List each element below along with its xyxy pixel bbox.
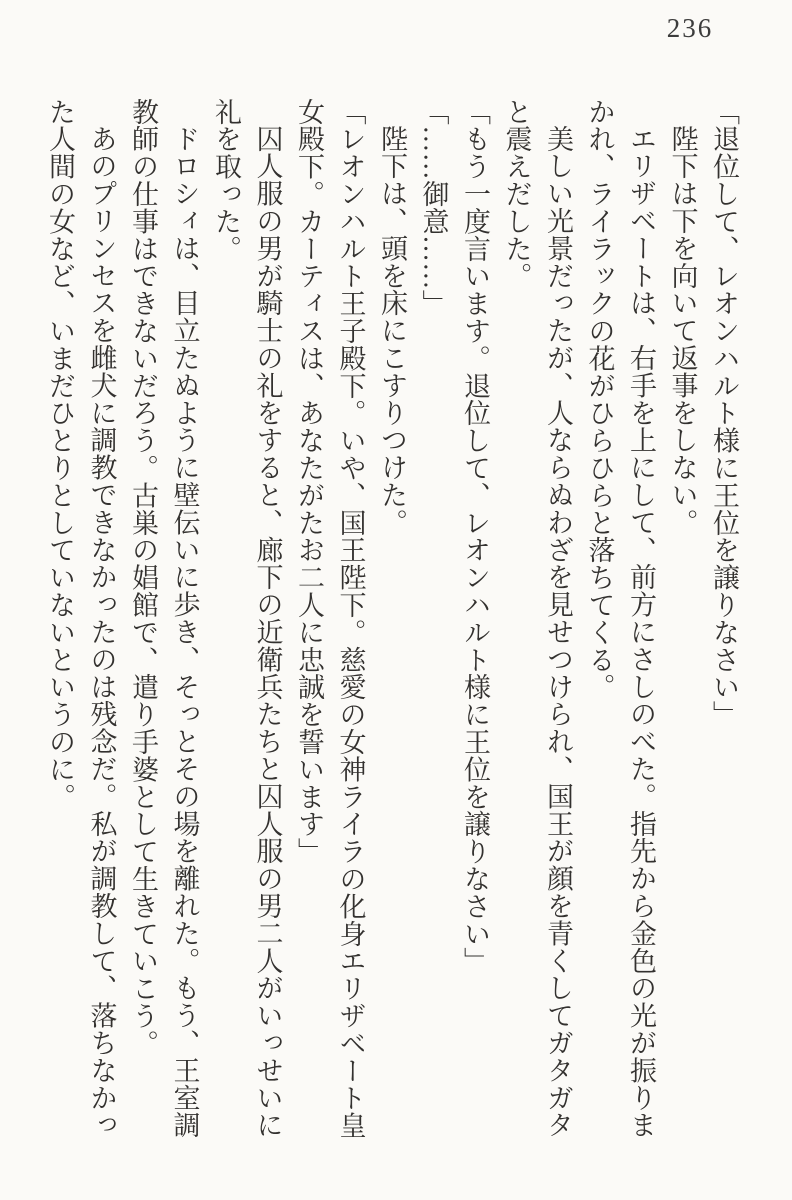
paragraph: あのプリンセスを雌犬に調教できなかったのは残念だ。私が調教して、落ちなかった人間の女など、いまだひとりとしていないというのに。 [45, 98, 117, 1139]
paragraph: 美しい光景だったが、人ならぬわざを見せつけられ、国王が顔を青くしてガタガタと震えだした。 [501, 98, 573, 1139]
paragraph: 囚人服の男が騎士の礼をすると、廊下の近衛兵たちと囚人服の男二人がいっせいに礼を取った。 [211, 98, 283, 1139]
paragraph: 陛下は下を向いて返事をしない。 [667, 125, 698, 536]
paragraph: 陛下は、頭を床にこすりつけた。 [377, 125, 407, 536]
paragraph: ドロシィは、目立たぬように壁伝いに歩き、そっとその場を離れた。もう、王室調教師の仕事はできないだろう。古巣の娼館で、遣り手婆として生きていこう。 [128, 98, 200, 1139]
paragraph: エリザベートは、右手を上にして、前方にさしのべた。指先から金色の光が振りまかれ、ライラックの花がひらひらと落ちてくる。 [584, 98, 656, 1139]
paragraph: 「……御意……」 [418, 98, 449, 318]
paragraph: 「退位して、レオンハルト様に王位を譲りなさい」 [709, 98, 739, 729]
paragraph: 「もう一度言います。退位して、レオンハルト様に王位を譲りなさい」 [460, 98, 490, 975]
page-number: 236 [666, 13, 714, 43]
paragraph: 「レオンハルト王子殿下。いや、国王陛下。慈愛の女神ライラの化身エリザベート皇女殿下。カーティスは、あなたがたお二人に忠誠を誓います」 [294, 98, 366, 1140]
page-text [38, 98, 744, 1141]
